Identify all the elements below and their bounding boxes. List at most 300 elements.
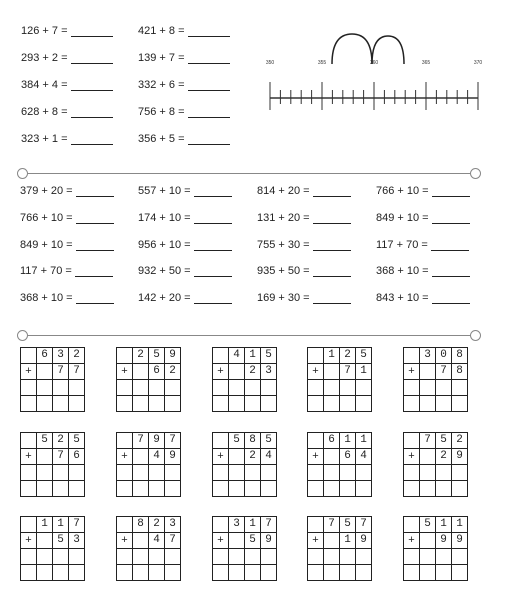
answer-cell[interactable]: [165, 549, 181, 565]
equation: [376, 212, 470, 224]
top-digit: 5: [261, 348, 277, 364]
answer-cell[interactable]: [133, 380, 149, 396]
top-digit: 6: [324, 433, 340, 449]
column-addition-grid: [403, 347, 468, 412]
equation: [376, 265, 470, 277]
empty-cell: [21, 517, 37, 533]
answer-cell[interactable]: [69, 549, 85, 565]
answer-cell[interactable]: [21, 549, 37, 565]
top-digit: 1: [436, 517, 452, 533]
answer-cell[interactable]: [117, 549, 133, 565]
answer-cell[interactable]: [37, 549, 53, 565]
equation-text: 849 + 10 =: [376, 212, 429, 224]
answer-cell[interactable]: [117, 481, 133, 497]
top-digit: 7: [420, 433, 436, 449]
equation-text: 935 + 50 =: [257, 265, 310, 277]
top-digit: 2: [452, 433, 468, 449]
answer-blank[interactable]: [194, 212, 232, 224]
plus-sign: +: [404, 533, 420, 549]
divider-end-dot: [17, 168, 28, 179]
answer-cell[interactable]: [404, 465, 420, 481]
answer-cell[interactable]: [261, 565, 277, 581]
bottom-digit: 9: [356, 533, 372, 549]
answer-cell[interactable]: [133, 565, 149, 581]
top-digit: 5: [229, 433, 245, 449]
equation: [138, 265, 232, 277]
answer-cell[interactable]: [452, 380, 468, 396]
equation-text: 379 + 20 =: [20, 185, 73, 197]
answer-blank[interactable]: [76, 239, 114, 251]
answer-cell[interactable]: [420, 549, 436, 565]
bottom-digit: [133, 449, 149, 465]
bottom-digit: 2: [165, 364, 181, 380]
top-digit: 5: [149, 348, 165, 364]
equation: [138, 239, 232, 251]
answer-cell[interactable]: [69, 396, 85, 412]
bottom-digit: 6: [149, 364, 165, 380]
column-addition-grid: [307, 347, 372, 412]
answer-cell[interactable]: [261, 465, 277, 481]
answer-blank[interactable]: [313, 185, 351, 197]
answer-blank[interactable]: [71, 133, 113, 145]
column-addition-grid: [403, 516, 468, 581]
answer-cell[interactable]: [356, 565, 372, 581]
answer-cell[interactable]: [149, 465, 165, 481]
answer-cell[interactable]: [69, 565, 85, 581]
answer-cell[interactable]: [452, 481, 468, 497]
equation-text: 293 + 2 =: [21, 52, 68, 64]
answer-blank[interactable]: [188, 25, 230, 37]
answer-cell[interactable]: [21, 465, 37, 481]
divider: [21, 335, 476, 336]
answer-cell[interactable]: [261, 481, 277, 497]
number-line-label: 360: [369, 60, 379, 66]
equation: [138, 292, 232, 304]
top-digit: 8: [133, 517, 149, 533]
answer-cell[interactable]: [245, 549, 261, 565]
empty-cell: [117, 433, 133, 449]
equation-text: 131 + 20 =: [257, 212, 310, 224]
empty-cell: [404, 517, 420, 533]
plus-sign: +: [308, 364, 324, 380]
top-digit: 2: [53, 433, 69, 449]
equation-text: 814 + 20 =: [257, 185, 310, 197]
bottom-digit: 3: [261, 364, 277, 380]
equation-text: 368 + 10 =: [376, 265, 429, 277]
equation: [21, 106, 113, 118]
equation-text: 628 + 8 =: [21, 106, 68, 118]
equation: [257, 292, 351, 304]
equation: [376, 239, 469, 251]
top-digit: 1: [53, 517, 69, 533]
answer-blank[interactable]: [188, 52, 230, 64]
top-digit: 2: [133, 348, 149, 364]
bottom-digit: [324, 533, 340, 549]
answer-cell[interactable]: [53, 565, 69, 581]
answer-cell[interactable]: [53, 380, 69, 396]
top-digit: 5: [420, 517, 436, 533]
answer-cell[interactable]: [117, 465, 133, 481]
top-digit: 5: [261, 433, 277, 449]
top-digit: 5: [436, 433, 452, 449]
equation: [21, 52, 113, 64]
equation: [138, 212, 232, 224]
answer-cell[interactable]: [53, 549, 69, 565]
answer-cell[interactable]: [149, 549, 165, 565]
number-line-label: 365: [421, 60, 431, 66]
answer-cell[interactable]: [340, 549, 356, 565]
answer-cell[interactable]: [340, 396, 356, 412]
bottom-digit: 1: [340, 533, 356, 549]
answer-cell[interactable]: [245, 481, 261, 497]
answer-blank[interactable]: [76, 212, 114, 224]
answer-cell[interactable]: [229, 396, 245, 412]
jump-arc: [332, 34, 372, 64]
answer-cell[interactable]: [117, 380, 133, 396]
top-digit: 1: [37, 517, 53, 533]
answer-cell[interactable]: [149, 380, 165, 396]
divider-end-dot: [470, 168, 481, 179]
answer-cell[interactable]: [229, 465, 245, 481]
answer-cell[interactable]: [261, 549, 277, 565]
bottom-digit: 7: [69, 364, 85, 380]
answer-cell[interactable]: [324, 549, 340, 565]
answer-cell[interactable]: [213, 549, 229, 565]
top-digit: 7: [324, 517, 340, 533]
answer-cell[interactable]: [436, 481, 452, 497]
answer-blank[interactable]: [313, 265, 351, 277]
equation-text: 766 + 10 =: [376, 185, 429, 197]
answer-cell[interactable]: [245, 396, 261, 412]
answer-cell[interactable]: [69, 465, 85, 481]
answer-cell[interactable]: [245, 565, 261, 581]
answer-cell[interactable]: [21, 565, 37, 581]
answer-blank[interactable]: [188, 106, 230, 118]
answer-cell[interactable]: [452, 465, 468, 481]
bottom-digit: [229, 533, 245, 549]
equation-text: 174 + 10 =: [138, 212, 191, 224]
answer-cell[interactable]: [165, 465, 181, 481]
answer-cell[interactable]: [420, 481, 436, 497]
answer-blank[interactable]: [194, 265, 232, 277]
answer-cell[interactable]: [165, 565, 181, 581]
top-digit: 2: [69, 348, 85, 364]
answer-cell[interactable]: [308, 549, 324, 565]
answer-cell[interactable]: [21, 380, 37, 396]
bottom-digit: 4: [149, 533, 165, 549]
answer-blank[interactable]: [194, 239, 232, 251]
answer-cell[interactable]: [324, 380, 340, 396]
answer-cell[interactable]: [229, 481, 245, 497]
answer-cell[interactable]: [308, 396, 324, 412]
answer-blank[interactable]: [194, 185, 232, 197]
equation-text: 117 + 70 =: [20, 265, 72, 277]
plus-sign: +: [21, 364, 37, 380]
equation: [20, 239, 114, 251]
answer-cell[interactable]: [165, 481, 181, 497]
bottom-digit: 2: [245, 449, 261, 465]
plus-sign: +: [308, 449, 324, 465]
answer-cell[interactable]: [261, 396, 277, 412]
answer-cell[interactable]: [452, 396, 468, 412]
column-addition-grid: [212, 516, 277, 581]
bottom-digit: 5: [53, 533, 69, 549]
answer-cell[interactable]: [245, 380, 261, 396]
plus-sign: +: [404, 364, 420, 380]
answer-cell[interactable]: [229, 565, 245, 581]
answer-cell[interactable]: [149, 565, 165, 581]
top-digit: 7: [261, 517, 277, 533]
answer-cell[interactable]: [404, 380, 420, 396]
answer-cell[interactable]: [340, 481, 356, 497]
answer-cell[interactable]: [165, 396, 181, 412]
answer-cell[interactable]: [324, 565, 340, 581]
answer-cell[interactable]: [420, 380, 436, 396]
answer-cell[interactable]: [324, 396, 340, 412]
equation: [138, 25, 230, 37]
answer-blank[interactable]: [313, 239, 351, 251]
answer-cell[interactable]: [340, 565, 356, 581]
answer-blank[interactable]: [432, 292, 470, 304]
top-digit: 9: [149, 433, 165, 449]
answer-blank[interactable]: [188, 133, 230, 145]
answer-cell[interactable]: [308, 481, 324, 497]
answer-cell[interactable]: [21, 481, 37, 497]
answer-cell[interactable]: [213, 481, 229, 497]
answer-cell[interactable]: [340, 465, 356, 481]
answer-cell[interactable]: [149, 396, 165, 412]
bottom-digit: 2: [245, 364, 261, 380]
answer-cell[interactable]: [356, 380, 372, 396]
equation-text: 755 + 30 =: [257, 239, 310, 251]
answer-cell[interactable]: [308, 465, 324, 481]
bottom-digit: 9: [165, 449, 181, 465]
answer-cell[interactable]: [245, 465, 261, 481]
answer-cell[interactable]: [420, 465, 436, 481]
answer-cell[interactable]: [37, 565, 53, 581]
answer-cell[interactable]: [133, 481, 149, 497]
bottom-digit: [420, 364, 436, 380]
empty-cell: [308, 517, 324, 533]
answer-cell[interactable]: [452, 549, 468, 565]
empty-cell: [117, 348, 133, 364]
top-digit: 3: [229, 517, 245, 533]
answer-cell[interactable]: [404, 481, 420, 497]
answer-cell[interactable]: [149, 481, 165, 497]
answer-cell[interactable]: [356, 465, 372, 481]
answer-cell[interactable]: [452, 565, 468, 581]
equation-text: 843 + 10 =: [376, 292, 429, 304]
bottom-digit: 5: [245, 533, 261, 549]
equation-text: 766 + 10 =: [20, 212, 73, 224]
bottom-digit: [420, 533, 436, 549]
top-digit: 5: [356, 348, 372, 364]
column-addition-grid: [307, 516, 372, 581]
answer-blank[interactable]: [71, 25, 113, 37]
top-digit: 2: [340, 348, 356, 364]
answer-cell[interactable]: [308, 565, 324, 581]
bottom-digit: 7: [53, 449, 69, 465]
answer-cell[interactable]: [133, 549, 149, 565]
equation: [21, 79, 113, 91]
answer-cell[interactable]: [213, 380, 229, 396]
bottom-digit: 2: [436, 449, 452, 465]
equation-text: 756 + 8 =: [138, 106, 185, 118]
bottom-digit: 4: [356, 449, 372, 465]
empty-cell: [213, 348, 229, 364]
number-line-label: 370: [473, 60, 483, 66]
top-digit: 7: [356, 517, 372, 533]
answer-cell[interactable]: [324, 465, 340, 481]
equation-text: 932 + 50 =: [138, 265, 191, 277]
column-addition-grid: [20, 347, 85, 412]
top-digit: 1: [356, 433, 372, 449]
answer-cell[interactable]: [420, 396, 436, 412]
answer-cell[interactable]: [117, 565, 133, 581]
bottom-digit: 8: [452, 364, 468, 380]
equation: [257, 185, 351, 197]
answer-cell[interactable]: [324, 481, 340, 497]
equation: [257, 239, 351, 251]
equation-text: 142 + 20 =: [138, 292, 191, 304]
answer-blank[interactable]: [313, 212, 351, 224]
equation-text: 384 + 4 =: [21, 79, 68, 91]
answer-cell[interactable]: [436, 465, 452, 481]
equation-text: 117 + 70 =: [376, 239, 428, 251]
answer-cell[interactable]: [37, 380, 53, 396]
answer-cell[interactable]: [133, 465, 149, 481]
empty-cell: [213, 433, 229, 449]
answer-blank[interactable]: [313, 292, 351, 304]
answer-cell[interactable]: [404, 396, 420, 412]
equation: [257, 212, 351, 224]
answer-cell[interactable]: [37, 465, 53, 481]
answer-cell[interactable]: [21, 396, 37, 412]
answer-cell[interactable]: [53, 396, 69, 412]
equation-text: 139 + 7 =: [138, 52, 185, 64]
top-digit: 8: [452, 348, 468, 364]
plus-sign: +: [213, 533, 229, 549]
bottom-digit: 7: [53, 364, 69, 380]
top-digit: 3: [165, 517, 181, 533]
answer-cell[interactable]: [37, 396, 53, 412]
answer-cell[interactable]: [356, 549, 372, 565]
plus-sign: +: [213, 449, 229, 465]
number-line-label: 355: [317, 60, 327, 66]
answer-blank[interactable]: [71, 79, 113, 91]
equation-text: 169 + 30 =: [257, 292, 310, 304]
equation: [138, 52, 230, 64]
empty-cell: [308, 433, 324, 449]
empty-cell: [117, 517, 133, 533]
answer-cell[interactable]: [229, 549, 245, 565]
answer-blank[interactable]: [194, 292, 232, 304]
answer-cell[interactable]: [308, 380, 324, 396]
answer-blank[interactable]: [76, 292, 114, 304]
answer-blank[interactable]: [432, 212, 470, 224]
bottom-digit: 3: [69, 533, 85, 549]
answer-blank[interactable]: [432, 265, 470, 277]
answer-cell[interactable]: [213, 396, 229, 412]
empty-cell: [21, 348, 37, 364]
answer-blank[interactable]: [75, 265, 113, 277]
top-digit: 3: [53, 348, 69, 364]
answer-cell[interactable]: [436, 549, 452, 565]
answer-blank[interactable]: [432, 185, 470, 197]
empty-cell: [308, 348, 324, 364]
answer-cell[interactable]: [420, 565, 436, 581]
top-digit: 1: [324, 348, 340, 364]
answer-cell[interactable]: [213, 565, 229, 581]
answer-cell[interactable]: [69, 481, 85, 497]
answer-cell[interactable]: [213, 465, 229, 481]
answer-cell[interactable]: [133, 396, 149, 412]
answer-cell[interactable]: [69, 380, 85, 396]
top-digit: 1: [452, 517, 468, 533]
column-addition-grid: [116, 432, 181, 497]
answer-cell[interactable]: [53, 465, 69, 481]
answer-cell[interactable]: [404, 549, 420, 565]
top-digit: 7: [165, 433, 181, 449]
answer-cell[interactable]: [356, 481, 372, 497]
empty-cell: [404, 348, 420, 364]
bottom-digit: [324, 364, 340, 380]
answer-cell[interactable]: [229, 380, 245, 396]
equation-text: 323 + 1 =: [21, 133, 68, 145]
plus-sign: +: [21, 533, 37, 549]
top-digit: 1: [245, 348, 261, 364]
answer-cell[interactable]: [436, 565, 452, 581]
bottom-digit: 6: [69, 449, 85, 465]
answer-blank[interactable]: [76, 185, 114, 197]
bottom-digit: [37, 449, 53, 465]
column-addition-grid: [212, 347, 277, 412]
top-digit: 7: [133, 433, 149, 449]
bottom-digit: 9: [452, 533, 468, 549]
column-addition-grid: [212, 432, 277, 497]
bottom-digit: [37, 533, 53, 549]
equation: [376, 292, 470, 304]
answer-cell[interactable]: [165, 380, 181, 396]
bottom-digit: 9: [452, 449, 468, 465]
equation: [138, 185, 232, 197]
answer-blank[interactable]: [71, 106, 113, 118]
answer-cell[interactable]: [436, 380, 452, 396]
bottom-digit: [37, 364, 53, 380]
answer-cell[interactable]: [340, 380, 356, 396]
answer-cell[interactable]: [117, 396, 133, 412]
answer-cell[interactable]: [356, 396, 372, 412]
empty-cell: [404, 433, 420, 449]
answer-cell[interactable]: [436, 396, 452, 412]
empty-cell: [21, 433, 37, 449]
equation-text: 557 + 10 =: [138, 185, 191, 197]
answer-cell[interactable]: [404, 565, 420, 581]
answer-blank[interactable]: [431, 239, 469, 251]
answer-cell[interactable]: [261, 380, 277, 396]
equation: [20, 185, 114, 197]
equation: [20, 212, 114, 224]
number-line: [260, 30, 485, 110]
answer-cell[interactable]: [37, 481, 53, 497]
top-digit: 9: [165, 348, 181, 364]
top-digit: 3: [420, 348, 436, 364]
bottom-digit: 4: [149, 449, 165, 465]
answer-blank[interactable]: [188, 79, 230, 91]
answer-cell[interactable]: [53, 481, 69, 497]
answer-blank[interactable]: [71, 52, 113, 64]
equation-text: 332 + 6 =: [138, 79, 185, 91]
